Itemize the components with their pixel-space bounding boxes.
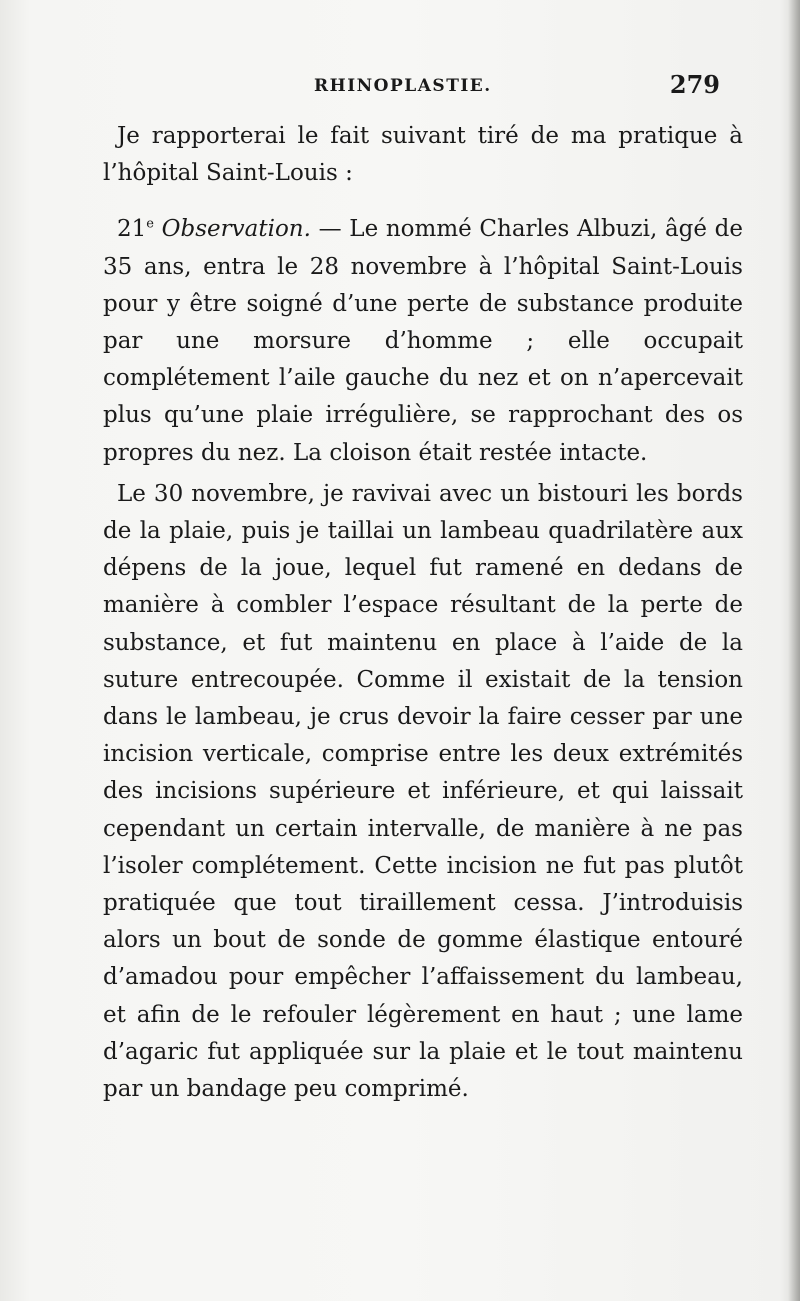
observation-number-superscript: e [146, 216, 154, 232]
running-head-title: RHINOPLASTIE. [314, 76, 492, 96]
page-number: 279 [669, 70, 720, 99]
observation-body: — Le nommé Charles Albuzi, âgé de 35 ans, entra le 28 novembre à l’hôpital Saint-Louis pour y être soigné d’une perte de substance produite par une morsure d’homme ; elle occupait complétement l’aile gauche du nez et on n’apercevait plus qu’une plaie irrégulière, se rapprochant des os propres du nez. La cloison était restée intacte. [103, 216, 744, 466]
treatment-paragraph: Le 30 novembre, je ravivai avec un bistouri les bords de la plaie, puis je taillai un lambeau quadrilatère aux dépens de la joue, lequel fut ramené en dedans de manière à combler l’espace résultant de la perte de substance, et fut maintenu en place à l’aide de la suture entrecoupée. Comme il existait de la tension dans le lambeau, je crus devoir la faire cesser par une incision verticale, comprise entre les deux extrémités des incisions supérieure et inférieure, et qui laissait cependant un certain intervalle, de manière à ne pas l’isoler complétement. Cette incision ne fut pas plutôt pratiquée que tout tiraillement cessa. J’introduisis alors un bout de sonde de gomme élastique entouré d’amadou pour empêcher l’affaissement du lambeau, et afin de le refouler légèrement en haut ; une lame d’agaric fut appliquée sur la plaie et le tout maintenu par un bandage peu comprimé. [103, 480, 743, 1103]
observation-number: 21 [117, 216, 147, 243]
running-head [100, 70, 720, 106]
page-edge-shadow [788, 0, 800, 1301]
body-text [103, 118, 743, 1108]
observation-paragraph [103, 211, 743, 471]
observation-label: Observation. [161, 216, 311, 243]
intro-paragraph: Je rapporterai le fait suivant tiré de ma pratique à l’hôpital Saint-Louis : [103, 123, 743, 187]
